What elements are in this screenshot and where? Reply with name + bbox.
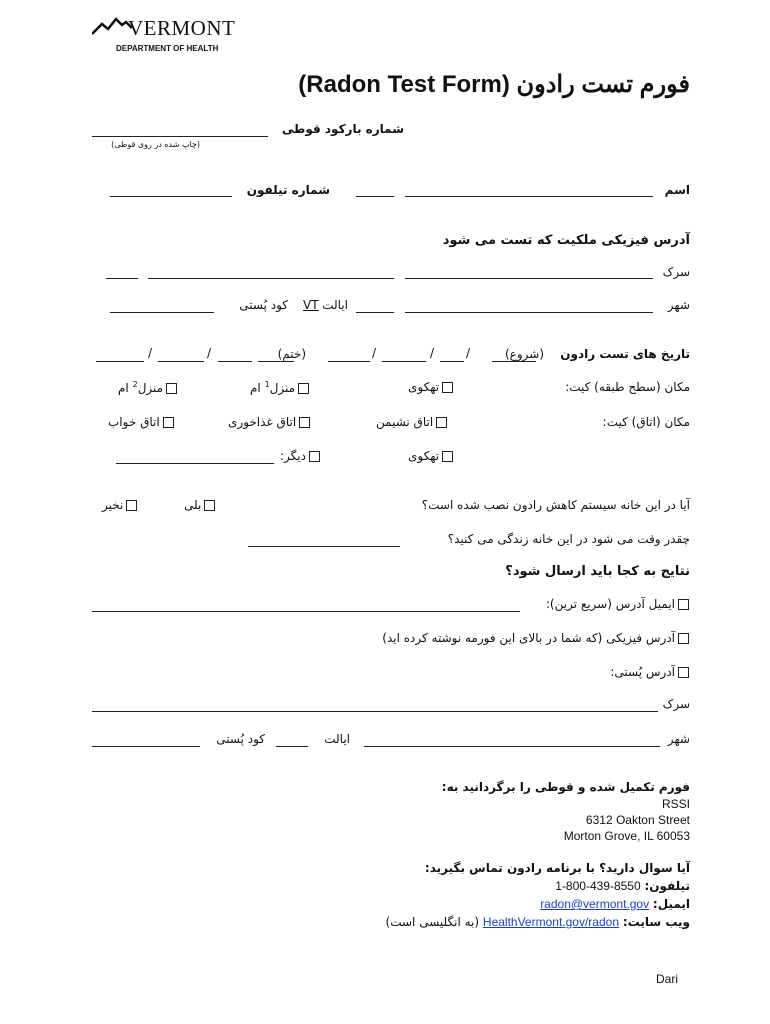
name-field[interactable] [405,196,653,197]
start-month[interactable] [440,361,464,362]
email-link[interactable]: radon@vermont.gov [540,897,650,911]
start-label: (شروع) [505,347,544,361]
return-line-2: 6312 Oakton Street [585,813,690,827]
floor-label: مکان (سطح طبقه) کیت: [565,380,690,394]
no-option[interactable]: نخیر [102,498,140,512]
barcode-note: (چاپ شده در روی قوطی) [111,140,200,149]
checkbox[interactable] [163,417,174,428]
zip-field[interactable] [110,312,214,313]
barcode-label: شماره بارکود قوطی [281,122,404,136]
logo-dept: DEPARTMENT OF HEALTH [116,44,219,53]
end-extra[interactable] [96,361,144,362]
end-label: (ختم) [277,347,306,361]
room-option-other[interactable]: دیگر: [280,449,323,463]
checkbox[interactable] [436,417,447,428]
floor-option-1[interactable]: منزل$^1$ ام [250,380,312,395]
checkbox[interactable] [204,500,215,511]
checkbox[interactable] [299,417,310,428]
postal-option[interactable]: آدرس پُستی: [610,665,692,679]
postal-state-field[interactable] [276,746,308,747]
logo-name: VERMONT [128,16,236,40]
phone-field[interactable] [110,196,232,197]
physical-option[interactable]: آدرس فیزیکی (که شما در بالای این فورمه نوشته کرده اید) [382,631,692,645]
website-link[interactable]: HealthVermont.gov/radon [482,915,619,929]
checkbox[interactable] [298,383,309,394]
mountain-icon [92,16,132,36]
room-other-field[interactable] [116,463,274,464]
results-heading: نتایج به کجا باید ارسال شود؟ [505,564,690,579]
zip-label: کود پُستی [239,298,288,312]
checkbox[interactable] [442,382,453,393]
postal-zip-label: کود پُستی [216,732,265,746]
contact-email: ایمیل: radon@vermont.gov [540,897,690,911]
postal-state-label: ایالت [324,732,350,746]
street-label: سرک [662,265,690,279]
checkbox[interactable] [678,667,689,678]
end-month[interactable] [218,361,252,362]
yes-option[interactable]: بلی [184,498,218,512]
state-value: VT [303,298,319,312]
room-option-bedroom[interactable]: اتاق خواب [108,415,177,429]
return-heading: فورم تکمیل شده و قوطی را برگردانید به: [441,780,690,794]
city-label: شهر [667,298,690,312]
city-field[interactable] [405,312,653,313]
checkbox[interactable] [166,383,177,394]
postal-city-field[interactable] [364,746,660,747]
duration-question: چقدر وقت می شود در این خانه زندگی می کنید؟ [447,532,690,546]
start-day[interactable] [492,361,536,362]
questions-heading: آیا سوال دارید؟ با برنامه رادون تماس بگیرید: [424,861,690,875]
name-label: اسم [664,183,690,197]
street-field-3[interactable] [106,278,138,279]
floor-option-basement[interactable]: تهکوی [408,380,456,394]
return-line-3: Morton Grove, IL 60053 [563,829,690,843]
checkbox[interactable] [309,451,320,462]
floor-option-2[interactable]: منزل$^2$ ام [118,380,180,395]
postal-zip-field[interactable] [92,746,200,747]
state-label: ایالت [322,298,348,312]
checkbox[interactable] [678,599,689,610]
language-label: Dari [656,972,679,986]
start-year[interactable] [382,361,426,362]
room-option-living[interactable]: اتاق نشیمن [376,415,450,429]
postal-street-label: سرک [662,697,690,711]
street-field[interactable] [405,278,653,279]
checkbox[interactable] [126,500,137,511]
postal-street-field[interactable] [92,711,658,712]
email-option[interactable]: ایمیل آدرس (سریع ترین): [546,597,692,611]
duration-field[interactable] [248,546,400,547]
address-heading: آدرس فیزیکی ملکیت که تست می شود [442,233,690,248]
city-field-2[interactable] [356,312,394,313]
checkbox[interactable] [442,451,453,462]
room-option-basement[interactable]: تهکوی [408,449,456,463]
dates-label: تاریخ های تست رادون [560,347,690,361]
end-day[interactable] [258,361,294,362]
checkbox[interactable] [678,633,689,644]
contact-website: ویب سایت: HealthVermont.gov/radon (به انگلیسی است) [385,915,690,929]
barcode-field[interactable] [92,136,268,137]
contact-phone: تیلفون: 1-800-439-8550 [555,879,690,893]
end-year[interactable] [158,361,204,362]
phone-label: شماره تیلفون [246,183,330,197]
return-line-1: RSSI [661,797,690,811]
street-field-2[interactable] [148,278,394,279]
page-title: فورم تست رادون (Radon Test Form) [298,71,690,98]
postal-city-label: شهر [667,732,690,746]
name-field-2[interactable] [356,196,394,197]
room-label: مکان (اتاق) کیت: [602,415,690,429]
start-extra[interactable] [328,361,370,362]
mitigation-question: آیا در این خانه سیستم کاهش رادون نصب شده است؟ [421,498,690,512]
room-option-dining[interactable]: اتاق غذاخوری [228,415,313,429]
email-field[interactable] [92,611,520,612]
